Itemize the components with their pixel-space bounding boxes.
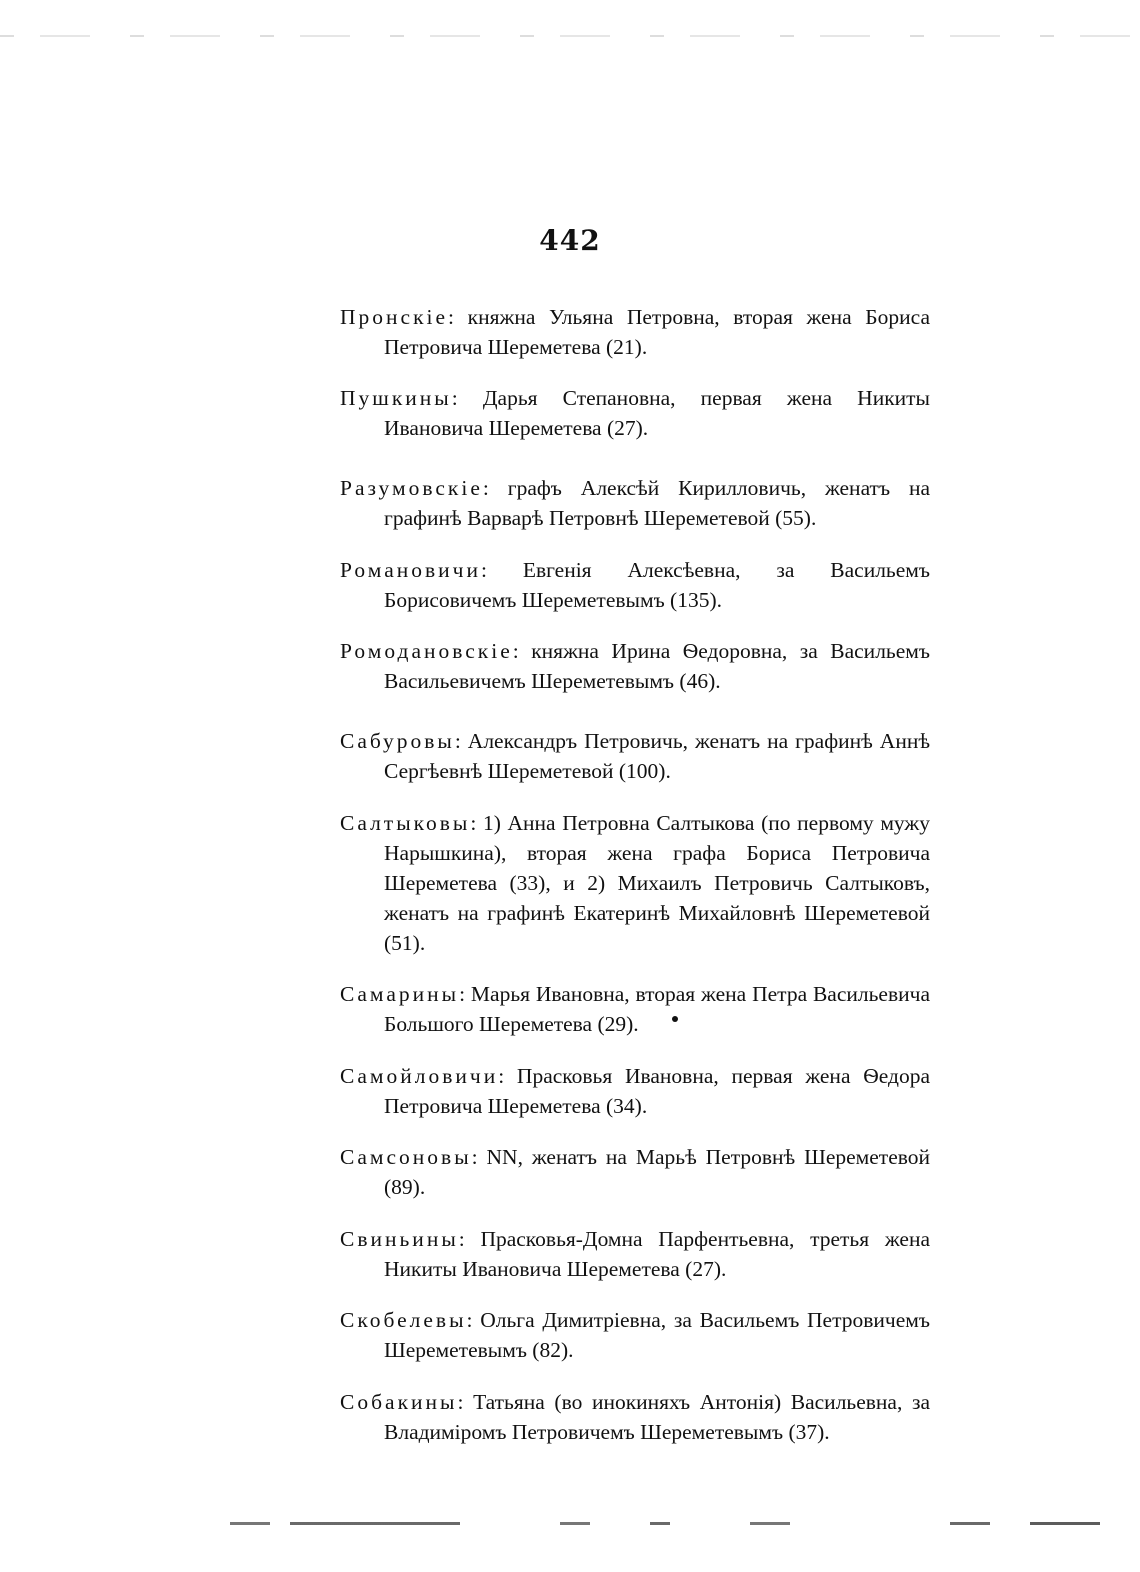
index-entry	[340, 1142, 930, 1202]
family-name: Самарины	[340, 982, 460, 1006]
scan-artifact-top	[0, 35, 1140, 37]
entry-text: : княжна Ульяна Петровна, вторая жена Бориса Петровича Шереметева (21).	[384, 304, 930, 359]
index-entry	[340, 726, 930, 786]
entry-text: : Ольга Димитріевна, за Васильемъ Петровичемъ Шереметевымъ (82).	[384, 1308, 930, 1362]
index-entry	[340, 1224, 930, 1284]
family-name: Пушкины	[340, 386, 452, 410]
index-entries	[340, 280, 930, 1447]
family-name: Разумовскіе	[340, 476, 483, 500]
family-name: Самойловичи	[340, 1063, 499, 1088]
entry-text: : Татьяна (во инокиняхъ Антонія) Васильевна, за Владиміромъ Петровичемъ Шереметевымъ (37).	[384, 1389, 930, 1444]
entry-text: : Александръ Петровичь, женатъ на графинѣ Аннѣ Сергѣевнѣ Шереметевой (100).	[384, 729, 930, 783]
index-entry	[340, 473, 930, 533]
family-name: Собакины	[340, 1389, 458, 1414]
entry-text: : 1) Анна Петровна Салтыкова (по первому мужу Нарышкина), вторая жена графа Бориса Петровича Шереметева (33), и 2) Михаилъ Петровичь Салтыковъ, женатъ на графинѣ Екатеринѣ Михайловнѣ Шереметевой (51).	[384, 810, 930, 955]
entry-text: : княжна Ирина Ѳедоровна, за Васильемъ Васильевичемъ Шереметевымъ (46).	[384, 639, 930, 693]
index-entry	[340, 1061, 930, 1121]
index-entry	[340, 636, 930, 696]
entry-text: : NN, женатъ на Марьѣ Петровнѣ Шереметевой (89).	[384, 1145, 930, 1199]
index-entry	[340, 808, 930, 958]
family-name: Самсоновы	[340, 1145, 472, 1169]
page-number: 442	[539, 224, 601, 257]
index-entry	[340, 1387, 930, 1447]
ink-speck	[672, 1016, 678, 1022]
index-entry	[340, 979, 930, 1039]
family-name: Романовичи	[340, 557, 481, 582]
entry-text: : Марья Ивановна, вторая жена Петра Васильевича Большого Шереметева (29).	[384, 982, 930, 1036]
index-entry	[340, 555, 930, 615]
family-name: Свиньины	[340, 1226, 459, 1251]
entry-text: : Дарья Степановна, первая жена Никиты Ивановича Шереметева (27).	[384, 386, 930, 440]
family-name: Пронскіе	[340, 304, 449, 329]
entry-text: : графъ Алексѣй Кирилловичь, женатъ на графинѣ Варварѣ Петровнѣ Шереметевой (55).	[384, 476, 930, 530]
entry-text: : Прасковья-Домна Парфентьевна, третья жена Никиты Ивановича Шереметева (27).	[384, 1226, 930, 1281]
family-name: Скобелевы	[340, 1308, 467, 1332]
index-entry	[340, 1305, 930, 1365]
entry-text: : Евгенія Алексѣевна, за Васильемъ Борисовичемъ Шереметевымъ (135).	[384, 557, 930, 612]
family-name: Салтыковы	[340, 810, 471, 835]
family-name: Ромодановскіе	[340, 639, 513, 663]
index-entry	[340, 383, 930, 443]
entry-text: : Прасковья Ивановна, первая жена Ѳедора Петровича Шереметева (34).	[384, 1063, 930, 1118]
scan-artifact-bottom	[230, 1522, 1100, 1525]
family-name: Сабуровы	[340, 729, 455, 753]
index-entry	[340, 302, 930, 362]
